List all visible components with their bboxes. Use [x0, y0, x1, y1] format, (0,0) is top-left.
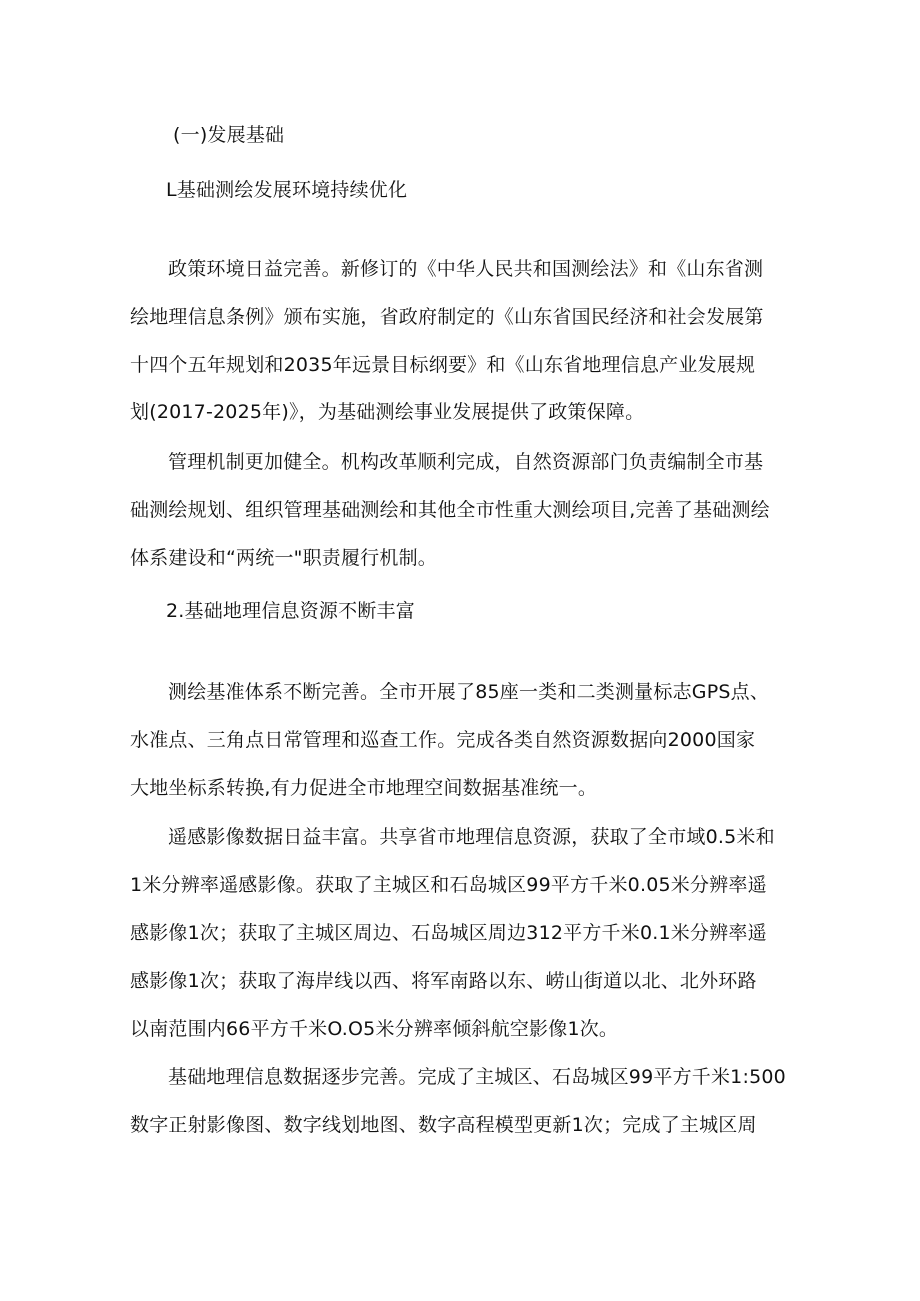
- paragraph-line: 感影像1次；获取了主城区周边、石岛城区周边312平方千米0.1米分辨率遥: [130, 922, 767, 944]
- paragraph-line: 大地坐标系转换,有力促进全市地理空间数据基准统一。: [130, 777, 598, 799]
- paragraph-line: 基础地理信息数据逐步完善。完成了主城区、石岛城区99平方千米1:500: [168, 1066, 786, 1088]
- paragraph-line: 体系建设和“两统一"职责履行机制。: [130, 547, 437, 569]
- paragraph-line: 数字正射影像图、数字线划地图、数字高程模型更新1次；完成了主城区周: [130, 1114, 757, 1136]
- paragraph-line: 政策环境日益完善。新修订的《中华人民共和国测绘法》和《山东省测: [168, 258, 764, 280]
- paragraph-line: 测绘基准体系不断完善。全市开展了85座一类和二类测量标志GPS点、: [168, 681, 770, 703]
- paragraph-line: 管理机制更加健全。机构改革顺利完成，自然资源部门负责编制全市基: [168, 451, 764, 473]
- paragraph-line: 十四个五年规划和2035年远景目标纲要》和《山东省地理信息产业发展规: [130, 354, 756, 376]
- paragraph-line: 遥感影像数据日益丰富。共享省市地理信息资源，获取了全市域0.5米和: [168, 826, 775, 848]
- paragraph-line: 划(2017-2025年)》，为基础测绘事业发展提供了政策保障。: [130, 401, 645, 423]
- subheading-1: L基础测绘发展环境持续优化: [166, 179, 408, 201]
- paragraph-line: 1米分辨率遥感影像。获取了主城区和石岛城区99平方千米0.05米分辨率遥: [130, 874, 767, 896]
- paragraph-line: 水准点、三角点日常管理和巡查工作。完成各类自然资源数据向2000国家: [130, 729, 756, 751]
- paragraph-line: 绘地理信息条例》颁布实施，省政府制定的《山东省国民经济和社会发展第: [130, 306, 764, 328]
- paragraph-line: 以南范围内66平方千米O.O5米分辨率倾斜航空影像1次。: [130, 1018, 619, 1040]
- section-heading: (一)发展基础: [173, 124, 285, 146]
- paragraph-line: 础测绘规划、组织管理基础测绘和其他全市性重大测绘项目,完善了基础测绘: [130, 499, 770, 521]
- paragraph-line: 感影像1次；获取了海岸线以西、将军南路以东、崂山街道以北、北外环路: [130, 970, 757, 992]
- subheading-2: 2.基础地理信息资源不断丰富: [166, 600, 415, 622]
